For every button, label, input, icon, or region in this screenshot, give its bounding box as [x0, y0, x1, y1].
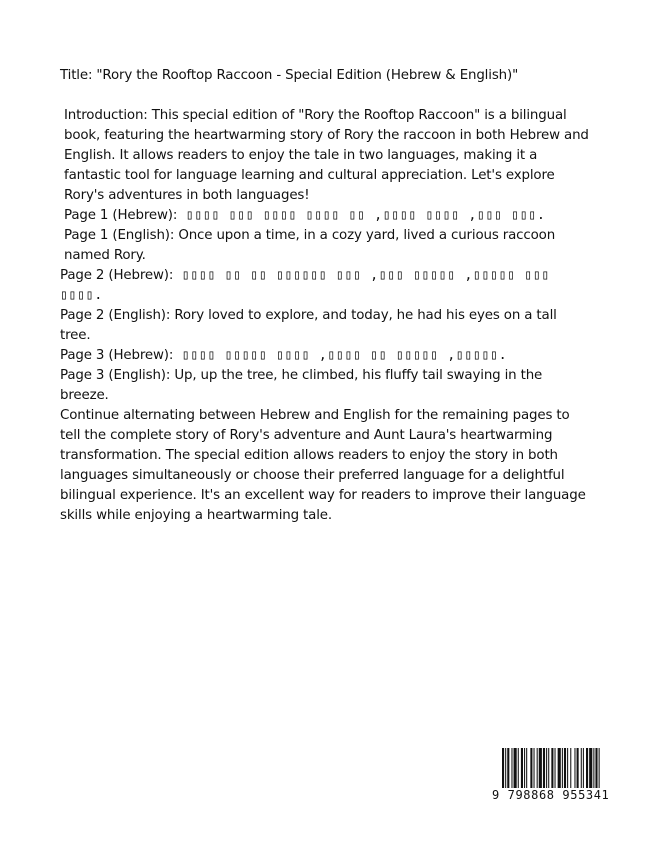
barcode-bar: [562, 748, 563, 788]
barcode-bar: [502, 748, 504, 788]
barcode-bar: [574, 748, 575, 788]
barcode-bar: [599, 748, 600, 788]
page-3-hebrew: [60, 346, 590, 366]
barcode-bar: [537, 748, 538, 788]
hebrew-text: ▯▯▯▯ ▯▯▯▯▯ ▯▯▯▯ ,▯▯▯▯ ▯▯ ▯▯▯▯▯ ,▯▯▯▯▯.: [173, 348, 508, 363]
barcode-bar: [586, 748, 588, 788]
barcode-bar: [546, 748, 547, 788]
barcode-bar: [514, 748, 517, 788]
barcode-bar: [589, 748, 592, 788]
barcode-bar: [564, 748, 566, 788]
barcode-bar: [505, 748, 506, 788]
barcode-bar: [567, 748, 568, 788]
hebrew-text: ▯▯▯▯ ▯▯▯ ▯▯▯▯ ▯▯▯▯ ▯▯ ,▯▯▯▯ ▯▯▯▯ ,▯▯▯ ▯▯▯.: [177, 208, 546, 223]
barcode: [492, 748, 618, 804]
barcode-bar: [577, 748, 579, 788]
barcode-bar: [595, 748, 597, 788]
barcode-bar: [583, 748, 584, 788]
barcode-bar: [558, 748, 561, 788]
barcode-bar: [548, 748, 549, 788]
barcode-bar: [555, 748, 556, 788]
page-2-english: [60, 306, 590, 346]
page-3-english: [60, 366, 590, 406]
barcode-bar: [511, 748, 512, 788]
document-body: [60, 66, 590, 526]
english-text: Rory loved to explore, and today, he had his eyes on a tall tree.: [60, 308, 557, 343]
page-label: Page 2 (English):: [60, 308, 171, 323]
barcode-bar: [581, 748, 582, 788]
barcode-bar: [534, 748, 535, 788]
barcode-bar: [526, 748, 527, 788]
english-text: Up, up the tree, he climbed, his fluffy tail swaying in the breeze.: [60, 368, 543, 403]
hebrew-text: ▯▯▯▯ ▯▯ ▯▯ ▯▯▯▯▯▯ ▯▯▯ ,▯▯▯ ▯▯▯▯▯ ,▯▯▯▯▯ ▯▯▯ ▯▯▯▯.: [60, 268, 550, 303]
barcode-bar: [593, 748, 594, 788]
barcode-bar: [507, 748, 509, 788]
english-text: Once upon a time, in a cozy yard, lived a curious raccoon named Rory.: [64, 228, 556, 263]
closing-paragraph: Continue alternating between Hebrew and English for the remaining pages to tell the complete story of Rory's adventure and Aunt Laura's heartwarming transformation. The special edition allows readers to enjoy the story in both languages simultaneously or choose their preferred language for a delightful bilingual experience. It's an excellent way for readers to improve their language skills while enjoying a heartwarming tale.: [60, 408, 586, 523]
page-label: Page 3 (English):: [60, 368, 171, 383]
page-label: Page 2 (Hebrew):: [60, 268, 174, 283]
barcode-bars: [492, 748, 618, 792]
barcode-bar: [543, 748, 545, 788]
barcode-digits: 9 798868 955341: [492, 788, 610, 802]
page-label: Page 1 (English):: [64, 228, 175, 243]
page-1-english: [60, 226, 590, 266]
barcode-bar: [539, 748, 542, 788]
page-label: Page 3 (Hebrew):: [60, 348, 174, 363]
barcode-bar: [518, 748, 519, 788]
barcode-bar: [524, 748, 525, 788]
barcode-bar: [530, 748, 532, 788]
introduction-paragraph: Introduction: This special edition of "Rory the Rooftop Raccoon" is a bilingual book, featuring the heartwarming story of Rory the raccoon in both Hebrew and English. It allows readers to enjoy the tale in two languages, making it a fantastic tool for language learning and cultural appreciation. Let's explore Rory's adventures in both languages!: [64, 108, 589, 203]
document-title: Title: "Rory the Rooftop Raccoon - Special Edition (Hebrew & English)": [60, 68, 519, 83]
barcode-bar: [521, 748, 523, 788]
barcode-bar: [570, 748, 571, 788]
page-label: Page 1 (Hebrew):: [64, 208, 178, 223]
barcode-bar: [551, 748, 553, 788]
page-2-hebrew: [60, 266, 590, 306]
page-1-hebrew: [60, 206, 590, 226]
